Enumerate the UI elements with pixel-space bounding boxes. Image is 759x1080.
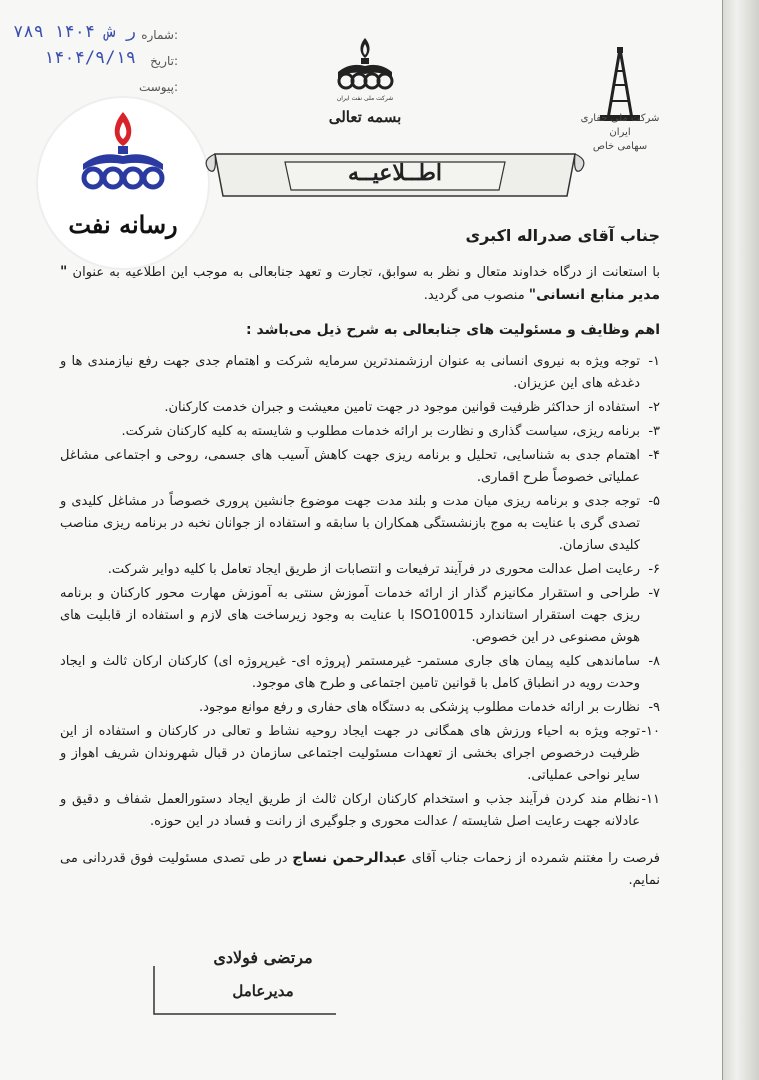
media-logo-text: رسانه نفت — [68, 210, 178, 239]
duty-number: ۲- — [648, 400, 660, 415]
duty-item — [60, 651, 660, 695]
duty-text: نظام مند کردن فرآیند جذب و استخدام کارکنان ارکان ثالث از طریق ایجاد دستورالعمل شفاف و دقیق و عادلانه جهت رعایت اصل شایسته / عدالت محوری و جلوگیری از رانت و فساد در این حوزه. — [60, 792, 640, 829]
duty-item — [60, 491, 660, 557]
meta-date-label: تاریخ: — [150, 54, 178, 68]
duty-item — [60, 789, 660, 833]
closing-text-after: در طی تصدی مسئولیت فوق قدردانی می نمایم. — [60, 851, 660, 888]
duty-number: ۹- — [648, 700, 660, 715]
duty-item — [60, 697, 660, 719]
page-edge — [722, 0, 723, 1080]
emblem-caption: شرکت ملی نفت ایران — [336, 95, 394, 102]
duty-item — [60, 397, 660, 419]
duty-number: ۴- — [648, 448, 660, 463]
letter-meta — [13, 22, 178, 104]
duty-number: ۱- — [648, 354, 660, 369]
meta-number-label: شماره: — [141, 28, 178, 42]
duty-text: توجه جدی و برنامه ریزی میان مدت و بلند مدت جهت موضوع جانشین پروری خصوصاً در مشاغل کلیدی و تصدی گری با عنایت به موج بازنشستگی همکاران با سابقه و استفاده از جوانان نخبه در برنامه ریزی مناصب کلیدی سازمان. — [60, 494, 640, 553]
duty-number: ۶- — [648, 562, 660, 577]
duty-item — [60, 583, 660, 649]
page-binding — [722, 0, 759, 1080]
intro-text-after: منصوب می گردید. — [423, 288, 525, 303]
nioc-emblem-icon — [330, 34, 400, 104]
duty-text: نظارت بر ارائه خدمات مطلوب پزشکی به دستگاه های حفاری و رفع موانع موجود. — [199, 700, 640, 715]
duty-item — [60, 559, 660, 581]
duty-text: برنامه ریزی، سیاست گذاری و نظارت بر ارائه خدمات مطلوب و شایسته به کلیه کارکنان شرکت. — [121, 424, 640, 439]
duty-text: اهتمام جدی به شناسایی، تحلیل و برنامه ریزی جهت کاهش آسیب های جسمی، روحی و اجتماعی مشاغل عملیاتی خصوصاً طرح اقماری. — [60, 448, 640, 485]
signatory-title: مدیرعامل — [232, 982, 294, 1000]
duty-number: ۵- — [648, 494, 660, 509]
duty-item — [60, 351, 660, 395]
duty-number: ۱۰- — [641, 724, 660, 739]
duty-item — [60, 721, 660, 787]
closing-name: عبدالرحمن نساج — [292, 850, 407, 866]
company-name-line2: سهامی خاص — [592, 141, 648, 152]
duty-item — [60, 445, 660, 489]
meta-date-value: ۱۴۰۴/۹/۱۹ — [43, 48, 136, 68]
intro-text-before: با استعانت از درگاه خداوند متعال و نظر به سوابق، تجارت و تعهد جنابعالی به موجب این اطلاعیه به عنوان — [72, 265, 660, 280]
announcement-title: اطــلاعیــه — [347, 160, 443, 186]
duty-item — [60, 421, 660, 443]
meta-attachment-row — [18, 78, 178, 104]
intro-position: " مدیر منابع انسانی" — [60, 264, 660, 303]
duty-text: توجه ویژه به احیاء ورزش های همگانی در جهت ایجاد روحیه نشاط و تعالی در کارکنان و استفاده از این ظرفیت درخصوص اجرای بخشی از تعهدات مسئولیت اجتماعی سازمان در قبال شهروندان شریف اهواز و سایر نواحی عملیاتی. — [60, 724, 640, 783]
basmala: بسمه تعالی — [328, 108, 402, 126]
duties-title: اهم وظایف و مسئولیت های جنابعالی به شرح ذیل می‌باشد : — [246, 322, 660, 338]
duty-text: طراحی و استقرار مکانیزم گذار از ارائه خدمات آموزش سنتی به آموزش مهارت محور کارکنان و برنامه ریزی جهت استقرار استاندارد ISO10015 با عنایت به وجود زیرساخت های لازم و استفاده از قابلیت های هوش مصنوعی در این خصوص. — [60, 586, 640, 645]
duty-number: ۸- — [648, 654, 660, 669]
duty-number: ۱۱- — [641, 792, 660, 807]
duty-text: رعایت اصل عدالت محوری در فرآیند ترفیعات و انتصابات از طریق ایجاد تعامل با کلیه دوایر شرکت. — [107, 562, 640, 577]
flame-emblem-icon — [73, 106, 173, 206]
duty-text: استفاده از حداکثر ظرفیت قوانین موجود در جهت تامین معیشت و جبران خدمت کارکنان. — [164, 400, 640, 415]
closing-paragraph — [60, 847, 660, 892]
intro-paragraph — [60, 261, 660, 307]
duty-number: ۷- — [648, 586, 660, 601]
closing-text-before: فرصت را مغتنم شمرده از زحمات جناب آقای — [411, 851, 660, 866]
addressee: جناب آقای صدراله اکبری — [465, 226, 660, 245]
duty-text: ساماندهی کلیه پیمان های جاری مستمر- غیرمستمر (پروژه ای- غیرپروژه ای) کارکنان ارکان ثالث و ایجاد وحدت رویه در انطباق کامل با قوانین تامین اجتماعی و طرح های موجود. — [60, 654, 640, 691]
meta-date-row — [18, 48, 178, 78]
meta-number-value: ۷۸۹ ر ش ۱۴۰۴ — [13, 22, 136, 42]
letter-body — [60, 225, 660, 904]
duties-list — [60, 351, 660, 833]
duty-number: ۳- — [648, 424, 660, 439]
company-name-line1: شرکت ملی حفاری ایران — [580, 113, 660, 138]
duty-text: توجه ویژه به نیروی انسانی به عنوان ارزشمندترین سرمایه شرکت و اهتمام جدی جهت رفع نیازمندی ها و دغدغه های این عزیزان. — [60, 354, 640, 391]
signatory-name: مرتضی فولادی — [213, 948, 313, 967]
meta-attachment-label: پیوست: — [138, 80, 178, 94]
